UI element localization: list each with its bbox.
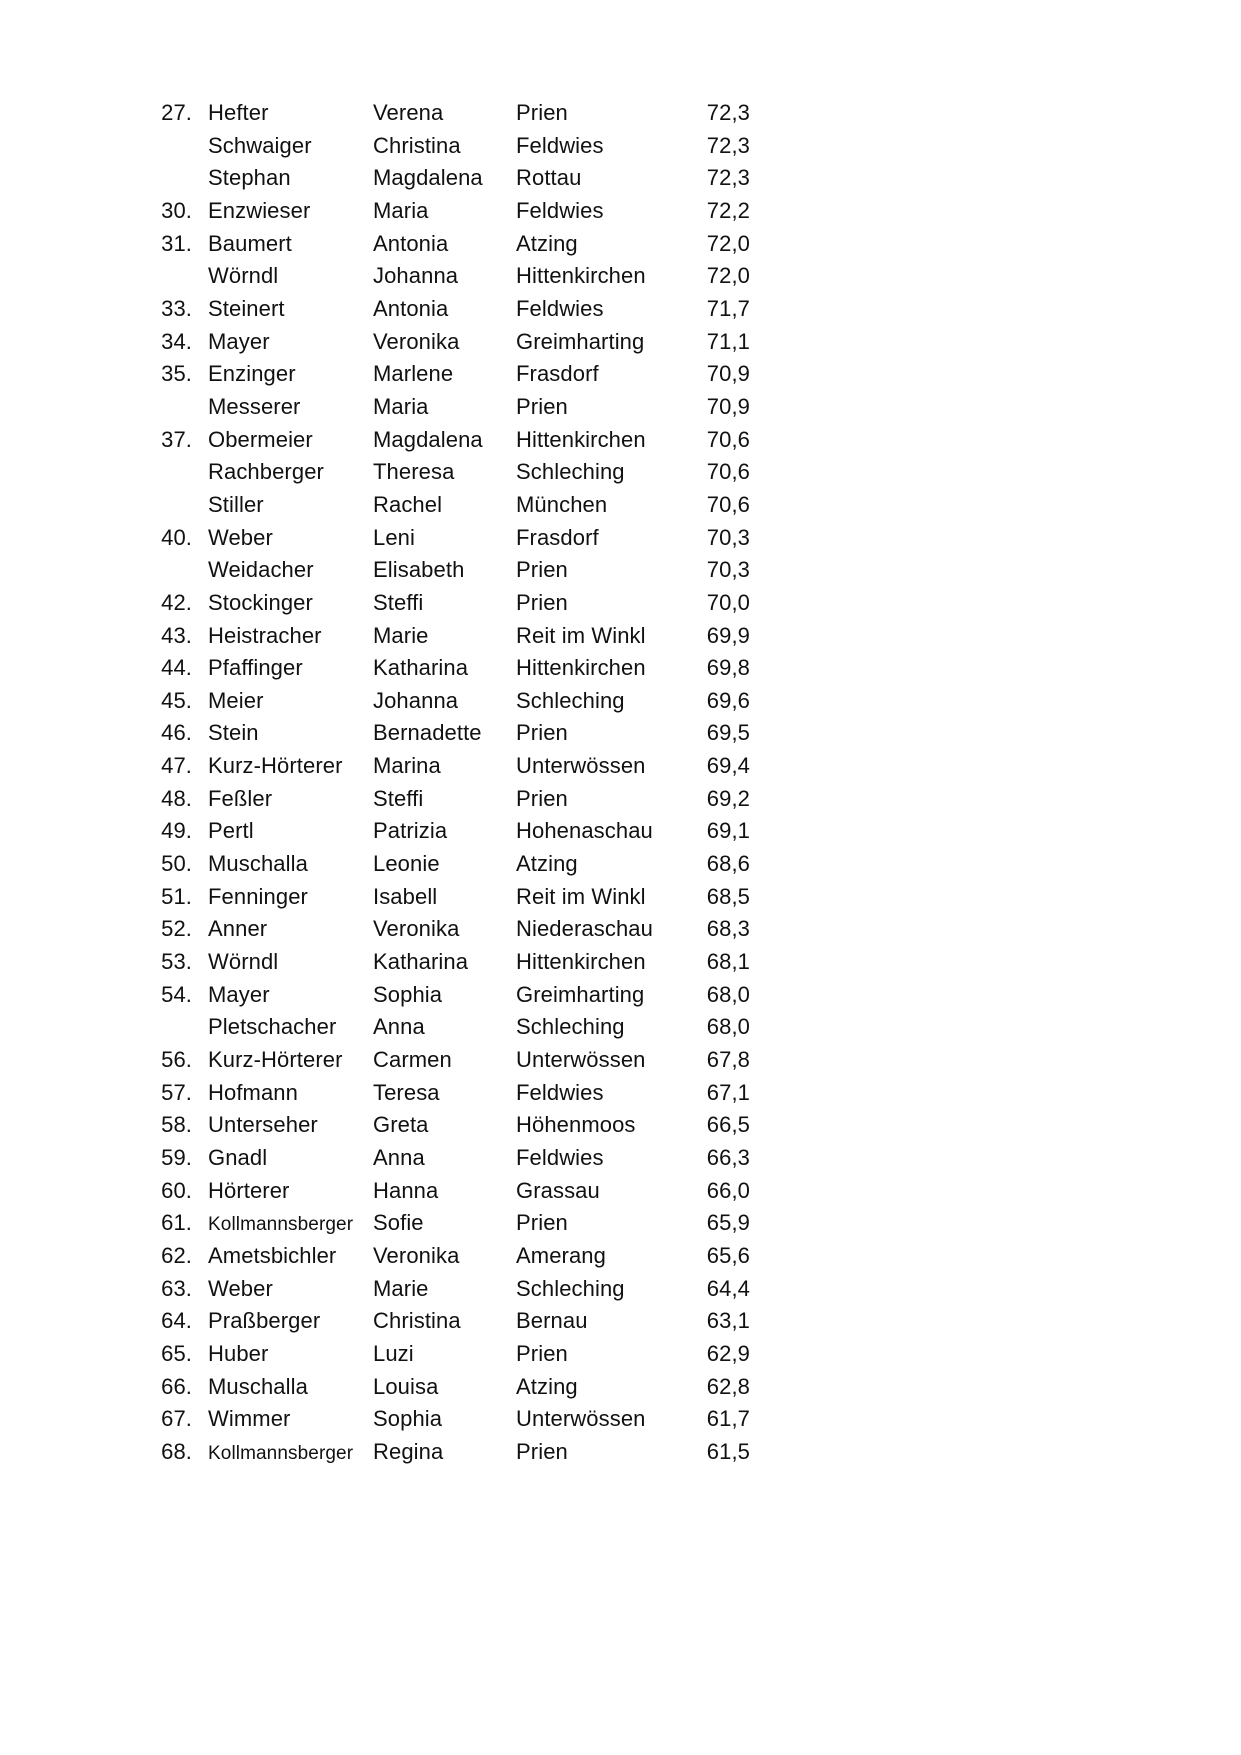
firstname-cell: Louisa: [373, 1373, 439, 1399]
firstname-cell: Johanna: [373, 687, 459, 713]
result-row: [0, 818, 1241, 851]
rank-cell: 30.: [161, 197, 192, 223]
score-cell: 63,1: [706, 1308, 750, 1334]
score-cell: 72,0: [706, 230, 750, 256]
town-cell: Hohenaschau: [516, 818, 653, 844]
score-cell: 70,6: [706, 459, 750, 485]
result-row: [0, 1047, 1241, 1080]
town-cell: Unterwössen: [516, 753, 646, 779]
surname-cell: Heistracher: [208, 622, 322, 648]
firstname-cell: Sophia: [373, 981, 443, 1007]
score-cell: 72,3: [706, 100, 750, 125]
rank-cell: 33.: [161, 295, 192, 321]
town-cell: Prien: [516, 1210, 568, 1236]
rank-cell: 66.: [161, 1373, 192, 1399]
surname-cell: Weber: [208, 524, 273, 550]
firstname-cell: Elisabeth: [373, 557, 465, 583]
firstname-cell: Leni: [373, 524, 415, 550]
firstname-cell: Antonia: [373, 295, 449, 321]
rank-cell: 49.: [161, 818, 192, 844]
result-row: [0, 231, 1241, 264]
score-cell: 68,6: [706, 851, 750, 877]
result-row: [0, 1374, 1241, 1407]
result-row: [0, 459, 1241, 492]
result-row: [0, 916, 1241, 949]
town-cell: Unterwössen: [516, 1406, 646, 1432]
town-cell: Schleching: [516, 1014, 625, 1040]
town-cell: Greimharting: [516, 328, 645, 354]
town-cell: Feldwies: [516, 1145, 604, 1170]
score-cell: 67,1: [706, 1079, 750, 1105]
rank-cell: 37.: [161, 426, 192, 452]
firstname-cell: Steffi: [373, 589, 424, 615]
score-cell: 70,6: [706, 426, 750, 452]
score-cell: 69,6: [706, 687, 750, 713]
town-cell: Bernau: [516, 1308, 588, 1334]
surname-cell: Pletschacher: [208, 1014, 337, 1040]
surname-cell: Feßler: [208, 785, 273, 811]
score-cell: 61,5: [706, 1438, 750, 1464]
score-cell: 68,0: [706, 981, 750, 1007]
rank-cell: 47.: [161, 753, 192, 779]
score-cell: 62,9: [706, 1340, 750, 1366]
town-cell: Frasdorf: [516, 361, 599, 387]
score-cell: 70,9: [706, 361, 750, 387]
firstname-cell: Carmen: [373, 1047, 452, 1073]
score-cell: 61,7: [706, 1406, 750, 1432]
firstname-cell: Marina: [373, 753, 441, 779]
town-cell: Prien: [516, 785, 568, 811]
surname-cell: Stiller: [208, 491, 264, 517]
firstname-cell: Anna: [373, 1014, 425, 1040]
result-row: [0, 263, 1241, 296]
town-cell: Feldwies: [516, 132, 604, 158]
score-cell: 69,2: [706, 785, 750, 811]
result-row: [0, 296, 1241, 329]
surname-cell: Stockinger: [208, 589, 313, 615]
surname-cell: Hefter: [208, 100, 269, 125]
town-cell: Unterwössen: [516, 1047, 646, 1073]
surname-cell: Anner: [208, 916, 268, 942]
rank-cell: 27.: [161, 100, 192, 125]
rank-cell: 45.: [161, 687, 192, 713]
result-row: [0, 851, 1241, 884]
firstname-cell: Veronika: [373, 916, 460, 942]
score-cell: 72,0: [706, 263, 750, 289]
firstname-cell: Veronika: [373, 1242, 460, 1268]
rank-cell: 60.: [161, 1177, 192, 1203]
result-row: [0, 786, 1241, 819]
surname-cell: Pfaffinger: [208, 655, 303, 681]
town-cell: Reit im Winkl: [516, 622, 646, 648]
surname-cell: Messerer: [208, 393, 301, 419]
surname-cell: Pertl: [208, 818, 254, 844]
town-cell: Hittenkirchen: [516, 426, 646, 452]
town-cell: Niederaschau: [516, 916, 653, 942]
surname-cell: Huber: [208, 1340, 269, 1366]
result-row: [0, 198, 1241, 231]
result-row: [0, 427, 1241, 460]
score-cell: 65,6: [706, 1242, 750, 1268]
surname-cell: Mayer: [208, 328, 270, 354]
surname-cell: Obermeier: [208, 426, 313, 452]
town-cell: Prien: [516, 393, 568, 419]
surname-cell: Mayer: [208, 981, 270, 1007]
firstname-cell: Katharina: [373, 655, 469, 681]
surname-cell: Muschalla: [208, 1373, 308, 1399]
firstname-cell: Isabell: [373, 883, 438, 909]
result-row: [0, 1341, 1241, 1374]
rank-cell: 46.: [161, 720, 192, 746]
rank-cell: 64.: [161, 1308, 192, 1334]
result-row: [0, 1112, 1241, 1145]
firstname-cell: Sophia: [373, 1406, 443, 1432]
score-cell: 69,5: [706, 720, 750, 746]
score-cell: 62,8: [706, 1373, 750, 1399]
town-cell: Schleching: [516, 1275, 625, 1301]
rank-cell: 62.: [161, 1242, 192, 1268]
firstname-cell: Rachel: [373, 491, 443, 517]
surname-cell: Enzinger: [208, 361, 296, 387]
firstname-cell: Teresa: [373, 1079, 440, 1105]
score-cell: 68,5: [706, 883, 750, 909]
result-row: [0, 623, 1241, 656]
town-cell: Grassau: [516, 1177, 600, 1203]
town-cell: Atzing: [516, 230, 578, 256]
town-cell: Atzing: [516, 851, 578, 877]
firstname-cell: Anna: [373, 1145, 425, 1170]
rank-cell: 54.: [161, 981, 192, 1007]
surname-cell: Weber: [208, 1275, 273, 1301]
rank-cell: 68.: [161, 1438, 192, 1464]
result-row: [0, 165, 1241, 198]
result-row: [0, 1308, 1241, 1341]
score-cell: 70,3: [706, 557, 750, 583]
score-cell: 68,3: [706, 916, 750, 942]
surname-cell: Stephan: [208, 165, 291, 191]
surname-cell: Wörndl: [208, 263, 279, 289]
surname-cell: Hörterer: [208, 1177, 290, 1203]
score-cell: 72,3: [706, 132, 750, 158]
firstname-cell: Theresa: [373, 459, 455, 485]
firstname-cell: Marie: [373, 622, 429, 648]
result-row: [0, 492, 1241, 525]
firstname-cell: Hanna: [373, 1177, 439, 1203]
result-row: [0, 655, 1241, 688]
town-cell: Prien: [516, 100, 568, 125]
rank-cell: 57.: [161, 1079, 192, 1105]
surname-cell: Weidacher: [208, 557, 314, 583]
town-cell: Feldwies: [516, 1079, 604, 1105]
surname-cell: Wimmer: [208, 1406, 291, 1432]
rank-cell: 31.: [161, 230, 192, 256]
rank-cell: 56.: [161, 1047, 192, 1073]
town-cell: Greimharting: [516, 981, 645, 1007]
town-cell: Feldwies: [516, 295, 604, 321]
rank-cell: 59.: [161, 1145, 192, 1170]
firstname-cell: Bernadette: [373, 720, 482, 746]
score-cell: 68,0: [706, 1014, 750, 1040]
surname-cell: Kollmannsberger: [208, 1214, 354, 1236]
result-row: [0, 949, 1241, 982]
score-cell: 71,1: [706, 328, 750, 354]
score-cell: 70,9: [706, 393, 750, 419]
result-row: [0, 1145, 1241, 1178]
rank-cell: 35.: [161, 361, 192, 387]
town-cell: Höhenmoos: [516, 1112, 636, 1138]
rank-cell: 65.: [161, 1340, 192, 1366]
rank-cell: 58.: [161, 1112, 192, 1138]
score-cell: 72,2: [706, 197, 750, 223]
result-row: [0, 1178, 1241, 1211]
result-row: [0, 1406, 1241, 1439]
score-cell: 68,1: [706, 949, 750, 975]
score-cell: 69,9: [706, 622, 750, 648]
rank-cell: 53.: [161, 949, 192, 975]
town-cell: Prien: [516, 589, 568, 615]
town-cell: München: [516, 491, 608, 517]
score-cell: 70,6: [706, 491, 750, 517]
town-cell: Hittenkirchen: [516, 263, 646, 289]
surname-cell: Hofmann: [208, 1079, 298, 1105]
result-row: [0, 720, 1241, 753]
town-cell: Hittenkirchen: [516, 655, 646, 681]
firstname-cell: Christina: [373, 1308, 461, 1334]
result-row: [0, 590, 1241, 623]
rank-cell: 61.: [161, 1210, 192, 1236]
score-cell: 69,4: [706, 753, 750, 779]
result-row: [0, 557, 1241, 590]
score-cell: 66,3: [706, 1145, 750, 1170]
surname-cell: Baumert: [208, 230, 292, 256]
surname-cell: Meier: [208, 687, 264, 713]
town-cell: Prien: [516, 720, 568, 746]
score-cell: 65,9: [706, 1210, 750, 1236]
town-cell: Prien: [516, 557, 568, 583]
firstname-cell: Sofie: [373, 1210, 424, 1236]
rank-cell: 40.: [161, 524, 192, 550]
rank-cell: 43.: [161, 622, 192, 648]
result-row: [0, 982, 1241, 1015]
rank-cell: 34.: [161, 328, 192, 354]
town-cell: Hittenkirchen: [516, 949, 646, 975]
firstname-cell: Leonie: [373, 851, 440, 877]
result-row: [0, 1276, 1241, 1309]
result-row: [0, 361, 1241, 394]
town-cell: Reit im Winkl: [516, 883, 646, 909]
town-cell: Prien: [516, 1340, 568, 1366]
surname-cell: Kollmannsberger: [208, 1442, 354, 1464]
firstname-cell: Antonia: [373, 230, 449, 256]
result-row: [0, 1243, 1241, 1276]
surname-cell: Rachberger: [208, 459, 324, 485]
town-cell: Prien: [516, 1438, 568, 1464]
surname-cell: Kurz-Hörterer: [208, 753, 343, 779]
surname-cell: Praßberger: [208, 1308, 321, 1334]
firstname-cell: Regina: [373, 1438, 444, 1464]
surname-cell: Fenninger: [208, 883, 308, 909]
score-cell: 66,5: [706, 1112, 750, 1138]
firstname-cell: Maria: [373, 393, 429, 419]
score-cell: 71,7: [706, 295, 750, 321]
firstname-cell: Greta: [373, 1112, 429, 1138]
firstname-cell: Luzi: [373, 1340, 414, 1366]
surname-cell: Gnadl: [208, 1145, 268, 1170]
firstname-cell: Maria: [373, 197, 429, 223]
firstname-cell: Magdalena: [373, 165, 483, 191]
firstname-cell: Johanna: [373, 263, 459, 289]
surname-cell: Wörndl: [208, 949, 279, 975]
town-cell: Frasdorf: [516, 524, 599, 550]
rank-cell: 42.: [161, 589, 192, 615]
firstname-cell: Steffi: [373, 785, 424, 811]
score-cell: 72,3: [706, 165, 750, 191]
rank-cell: 50.: [161, 851, 192, 877]
town-cell: Atzing: [516, 1373, 578, 1399]
firstname-cell: Veronika: [373, 328, 460, 354]
surname-cell: Ametsbichler: [208, 1242, 337, 1268]
score-cell: 67,8: [706, 1047, 750, 1073]
score-cell: 69,1: [706, 818, 750, 844]
score-cell: 70,0: [706, 589, 750, 615]
result-row: [0, 753, 1241, 786]
surname-cell: Unterseher: [208, 1112, 318, 1138]
firstname-cell: Verena: [373, 100, 444, 125]
rank-cell: 63.: [161, 1275, 192, 1301]
surname-cell: Enzwieser: [208, 197, 311, 223]
result-row: [0, 133, 1241, 166]
firstname-cell: Christina: [373, 132, 461, 158]
score-cell: 69,8: [706, 655, 750, 681]
firstname-cell: Katharina: [373, 949, 469, 975]
score-cell: 70,3: [706, 524, 750, 550]
town-cell: Feldwies: [516, 197, 604, 223]
surname-cell: Stein: [208, 720, 259, 746]
town-cell: Amerang: [516, 1242, 606, 1268]
rank-cell: 52.: [161, 916, 192, 942]
result-row: [0, 688, 1241, 721]
firstname-cell: Marlene: [373, 361, 454, 387]
town-cell: Schleching: [516, 459, 625, 485]
firstname-cell: Marie: [373, 1275, 429, 1301]
results-list: [0, 100, 1241, 1472]
town-cell: Rottau: [516, 165, 582, 191]
town-cell: Schleching: [516, 687, 625, 713]
rank-cell: 48.: [161, 785, 192, 811]
rank-cell: 67.: [161, 1406, 192, 1432]
result-row: [0, 1210, 1241, 1243]
result-row: [0, 1080, 1241, 1113]
result-row: [0, 1014, 1241, 1047]
firstname-cell: Magdalena: [373, 426, 483, 452]
surname-cell: Kurz-Hörterer: [208, 1047, 343, 1073]
result-row: [0, 394, 1241, 427]
result-row: [0, 884, 1241, 917]
result-row: [0, 100, 1241, 133]
score-cell: 64,4: [706, 1275, 750, 1301]
result-row: [0, 329, 1241, 362]
firstname-cell: Patrizia: [373, 818, 448, 844]
surname-cell: Schwaiger: [208, 132, 312, 158]
result-row: [0, 1439, 1241, 1472]
surname-cell: Muschalla: [208, 851, 308, 877]
result-row: [0, 525, 1241, 558]
surname-cell: Steinert: [208, 295, 285, 321]
score-cell: 66,0: [706, 1177, 750, 1203]
rank-cell: 44.: [161, 655, 192, 681]
rank-cell: 51.: [161, 883, 192, 909]
